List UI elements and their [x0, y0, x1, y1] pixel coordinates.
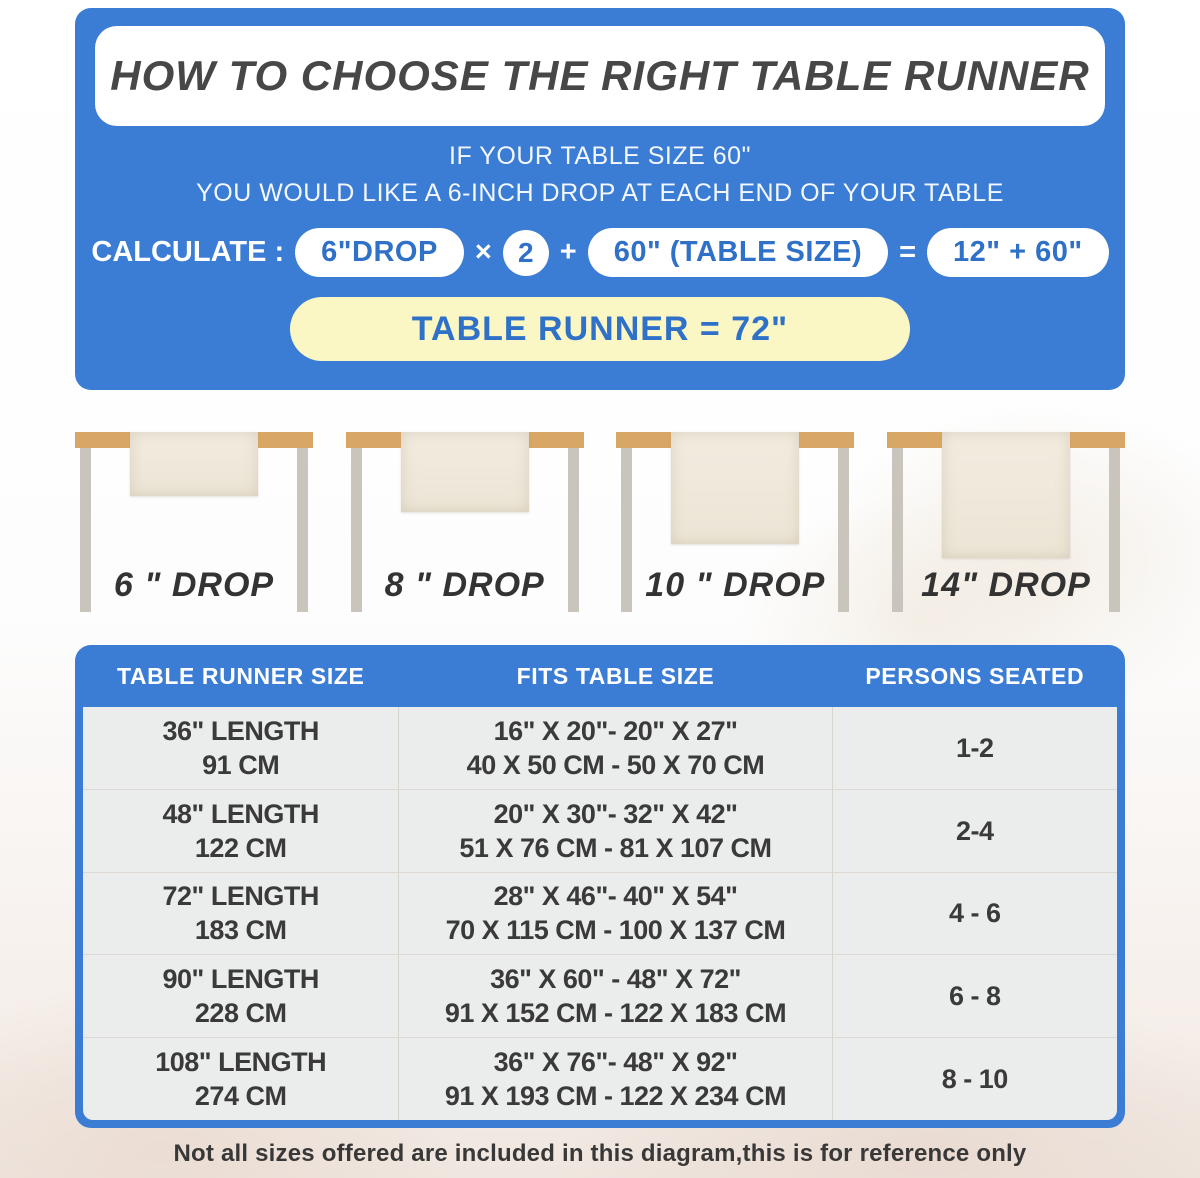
- table-figure-14-drop: [887, 432, 1125, 614]
- runner-size-cm: 183 CM: [194, 915, 287, 946]
- column-header-fits-table-size: FITS TABLE SIZE: [516, 662, 715, 689]
- drop-label: 6 " DROP: [113, 566, 275, 604]
- equals-sign: =: [899, 236, 917, 268]
- fits-size-cell: [398, 873, 832, 955]
- persons-cell: 4 - 6: [949, 898, 1001, 929]
- runner-size-cell: [83, 1038, 398, 1120]
- fits-size-inches: 28" X 46"- 40" X 54": [493, 881, 738, 912]
- runner-size-cell: [83, 707, 398, 789]
- table-row: [83, 789, 1117, 872]
- runner-size-cell: [83, 790, 398, 872]
- fits-size-cell: [398, 1038, 832, 1120]
- runner-size-inches: 90" LENGTH: [162, 964, 319, 995]
- persons-cell: 6 - 8: [949, 981, 1001, 1012]
- table-row: [83, 872, 1117, 955]
- subtitle-line-2: YOU WOULD LIKE A 6-INCH DROP AT EACH END OF YOUR TABLE: [196, 179, 1004, 207]
- instructions-panel: [75, 8, 1125, 390]
- persons-cell: 2-4: [956, 815, 994, 846]
- table-row: [83, 954, 1117, 1037]
- table-figure-8-drop: [346, 432, 584, 614]
- drop-label: 8 " DROP: [384, 566, 545, 604]
- subtitle-line-1: IF YOUR TABLE SIZE 60": [449, 142, 751, 170]
- subtitle: [75, 138, 1125, 212]
- size-chart-header: [83, 645, 1117, 707]
- disclaimer-note: Not all sizes offered are included in this diagram,this is for reference only: [173, 1140, 1027, 1167]
- fits-size-inches: 36" X 60" - 48" X 72": [490, 964, 741, 995]
- title-box: [95, 26, 1105, 126]
- times-sign: ×: [474, 236, 492, 268]
- calculate-label: CALCULATE :: [91, 236, 285, 268]
- table-row: [83, 707, 1117, 789]
- fits-size-cm: 91 X 193 CM - 122 X 234 CM: [444, 1081, 787, 1112]
- fits-size-cm: 70 X 115 CM - 100 X 137 CM: [445, 915, 786, 946]
- fits-size-inches: 20" X 30"- 32" X 42": [493, 798, 738, 829]
- persons-cell: 1-2: [956, 732, 994, 763]
- runner-size-cell: [83, 873, 398, 955]
- runner-size-inches: 48" LENGTH: [162, 798, 319, 829]
- runner-illustration: [942, 432, 1070, 558]
- table-row: [83, 1037, 1117, 1120]
- drop-label: 10 " DROP: [645, 566, 826, 604]
- size-chart-panel: [75, 645, 1125, 1128]
- fits-size-cell: [398, 790, 832, 872]
- drop-pill: 6"DROP: [295, 228, 464, 277]
- multiplier-circle: 2: [503, 230, 549, 276]
- table-size-pill: 60" (TABLE SIZE): [588, 228, 888, 277]
- runner-size-cell: [83, 955, 398, 1037]
- drop-diagrams: [75, 432, 1125, 614]
- column-header-runner-size: TABLE RUNNER SIZE: [116, 662, 365, 689]
- plus-sign: +: [559, 236, 577, 268]
- fits-size-cm: 51 X 76 CM - 81 X 107 CM: [459, 832, 772, 863]
- fits-size-cm: 91 X 152 CM - 122 X 183 CM: [444, 998, 787, 1029]
- runner-illustration: [401, 432, 529, 512]
- table-figure-10-drop: [616, 432, 854, 614]
- calculation-row: [75, 228, 1125, 277]
- result-pill: TABLE RUNNER = 72": [290, 297, 910, 361]
- table-figure-6-drop: [75, 432, 313, 614]
- runner-size-inches: 108" LENGTH: [155, 1047, 327, 1078]
- fits-size-cell: [398, 707, 832, 789]
- fits-size-cm: 40 X 50 CM - 50 X 70 CM: [466, 749, 765, 780]
- drop-label: 14" DROP: [921, 566, 1091, 604]
- runner-size-inches: 72" LENGTH: [162, 881, 319, 912]
- column-header-persons-seated: PERSONS SEATED: [865, 662, 1085, 689]
- runner-size-cm: 91 CM: [202, 749, 280, 780]
- fits-size-inches: 16" X 20"- 20" X 27": [493, 715, 738, 746]
- sum-pill: 12" + 60": [927, 228, 1109, 277]
- runner-size-cm: 228 CM: [194, 998, 287, 1029]
- fits-size-inches: 36" X 76"- 48" X 92": [493, 1047, 738, 1078]
- page-title: HOW TO CHOOSE THE RIGHT TABLE RUNNER: [110, 52, 1090, 99]
- runner-illustration: [671, 432, 799, 544]
- fits-size-cell: [398, 955, 832, 1037]
- runner-illustration: [130, 432, 258, 496]
- runner-size-inches: 36" LENGTH: [162, 715, 319, 746]
- runner-size-cm: 274 CM: [194, 1081, 287, 1112]
- size-chart-body: [83, 707, 1117, 1120]
- runner-size-cm: 122 CM: [194, 832, 287, 863]
- persons-cell: 8 - 10: [941, 1064, 1008, 1095]
